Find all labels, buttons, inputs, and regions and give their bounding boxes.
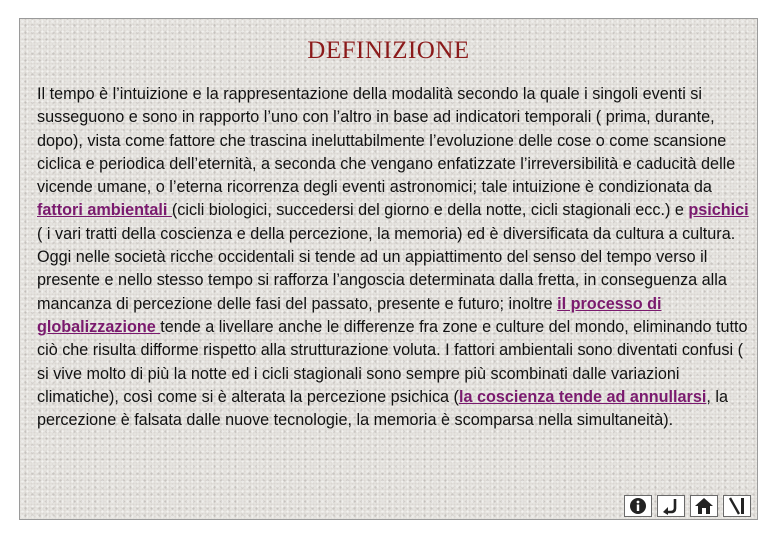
link-psichici[interactable]: psichici [688,201,749,220]
text-segment: (cicli biologici, succedersi del giorno e della notte, cicli stagionali ecc.) e [171,201,689,220]
definition-text [37,83,749,432]
navigation-bar [624,495,751,517]
link-globalizzazione[interactable]: il processo di globalizzazione [37,294,662,336]
home-icon [694,497,714,515]
info-button[interactable] [624,495,652,517]
text-segment: ( i vari tratti della coscienza e della percezione, la memoria) ed è diversificata da cultura a cultura. Oggi nelle società ricche occidentali si tende ad un appiattimento del senso del tempo verso il presente e nello stesso tempo si rafforza l’angoscia determinata dalla fretta, in conseguenza alla mancanza di percezione delle fasi del passato, presente e futuro; inoltre [37,224,736,313]
text-segment: , la percezione è falsata dalle nuove tecnologie, la memoria è scomparsa nella simultaneità). [37,387,728,430]
end-icon [727,497,747,515]
slide-title: DEFINIZIONE [307,37,470,64]
info-icon [629,497,647,515]
return-button[interactable] [657,495,685,517]
link-coscienza[interactable]: la coscienza tende ad annullarsi [458,387,707,406]
end-button[interactable] [723,495,751,517]
text-segment: Il tempo è l’intuizione e la rappresentazione della modalità secondo la quale i singoli eventi si susseguono e sono in rapporto l’uno con l’altro in base ad indicatori temporali ( prima, durante, dopo), vista come fattore che trascina ineluttabilmente l’evoluzione delle cose o come scansione ciclica e periodica dell’eternità, a seconda che vengano enfatizzate l’irreversibilità e caducità delle vicende umane, o l’eterna ricorrenza degli eventi astronomici; tale intuizione è condizionata da [37,85,736,197]
home-button[interactable] [690,495,718,517]
text-segment: tende a livellare anche le differenze fra zone e culture del mondo, eliminando tutto ciò che risulta difforme rispetto alla strutturazione voluta. I fattori ambientali sono diventati confusi ( si vive molto di più la notte ed i cicli stagionali sono sempre più scombinati dalle variazioni climatiche), così come si è alterata la percezione psichica ( [37,317,748,406]
slide [19,18,758,520]
return-icon [661,497,681,515]
link-fattori-ambientali[interactable]: fattori ambientali [37,201,172,220]
